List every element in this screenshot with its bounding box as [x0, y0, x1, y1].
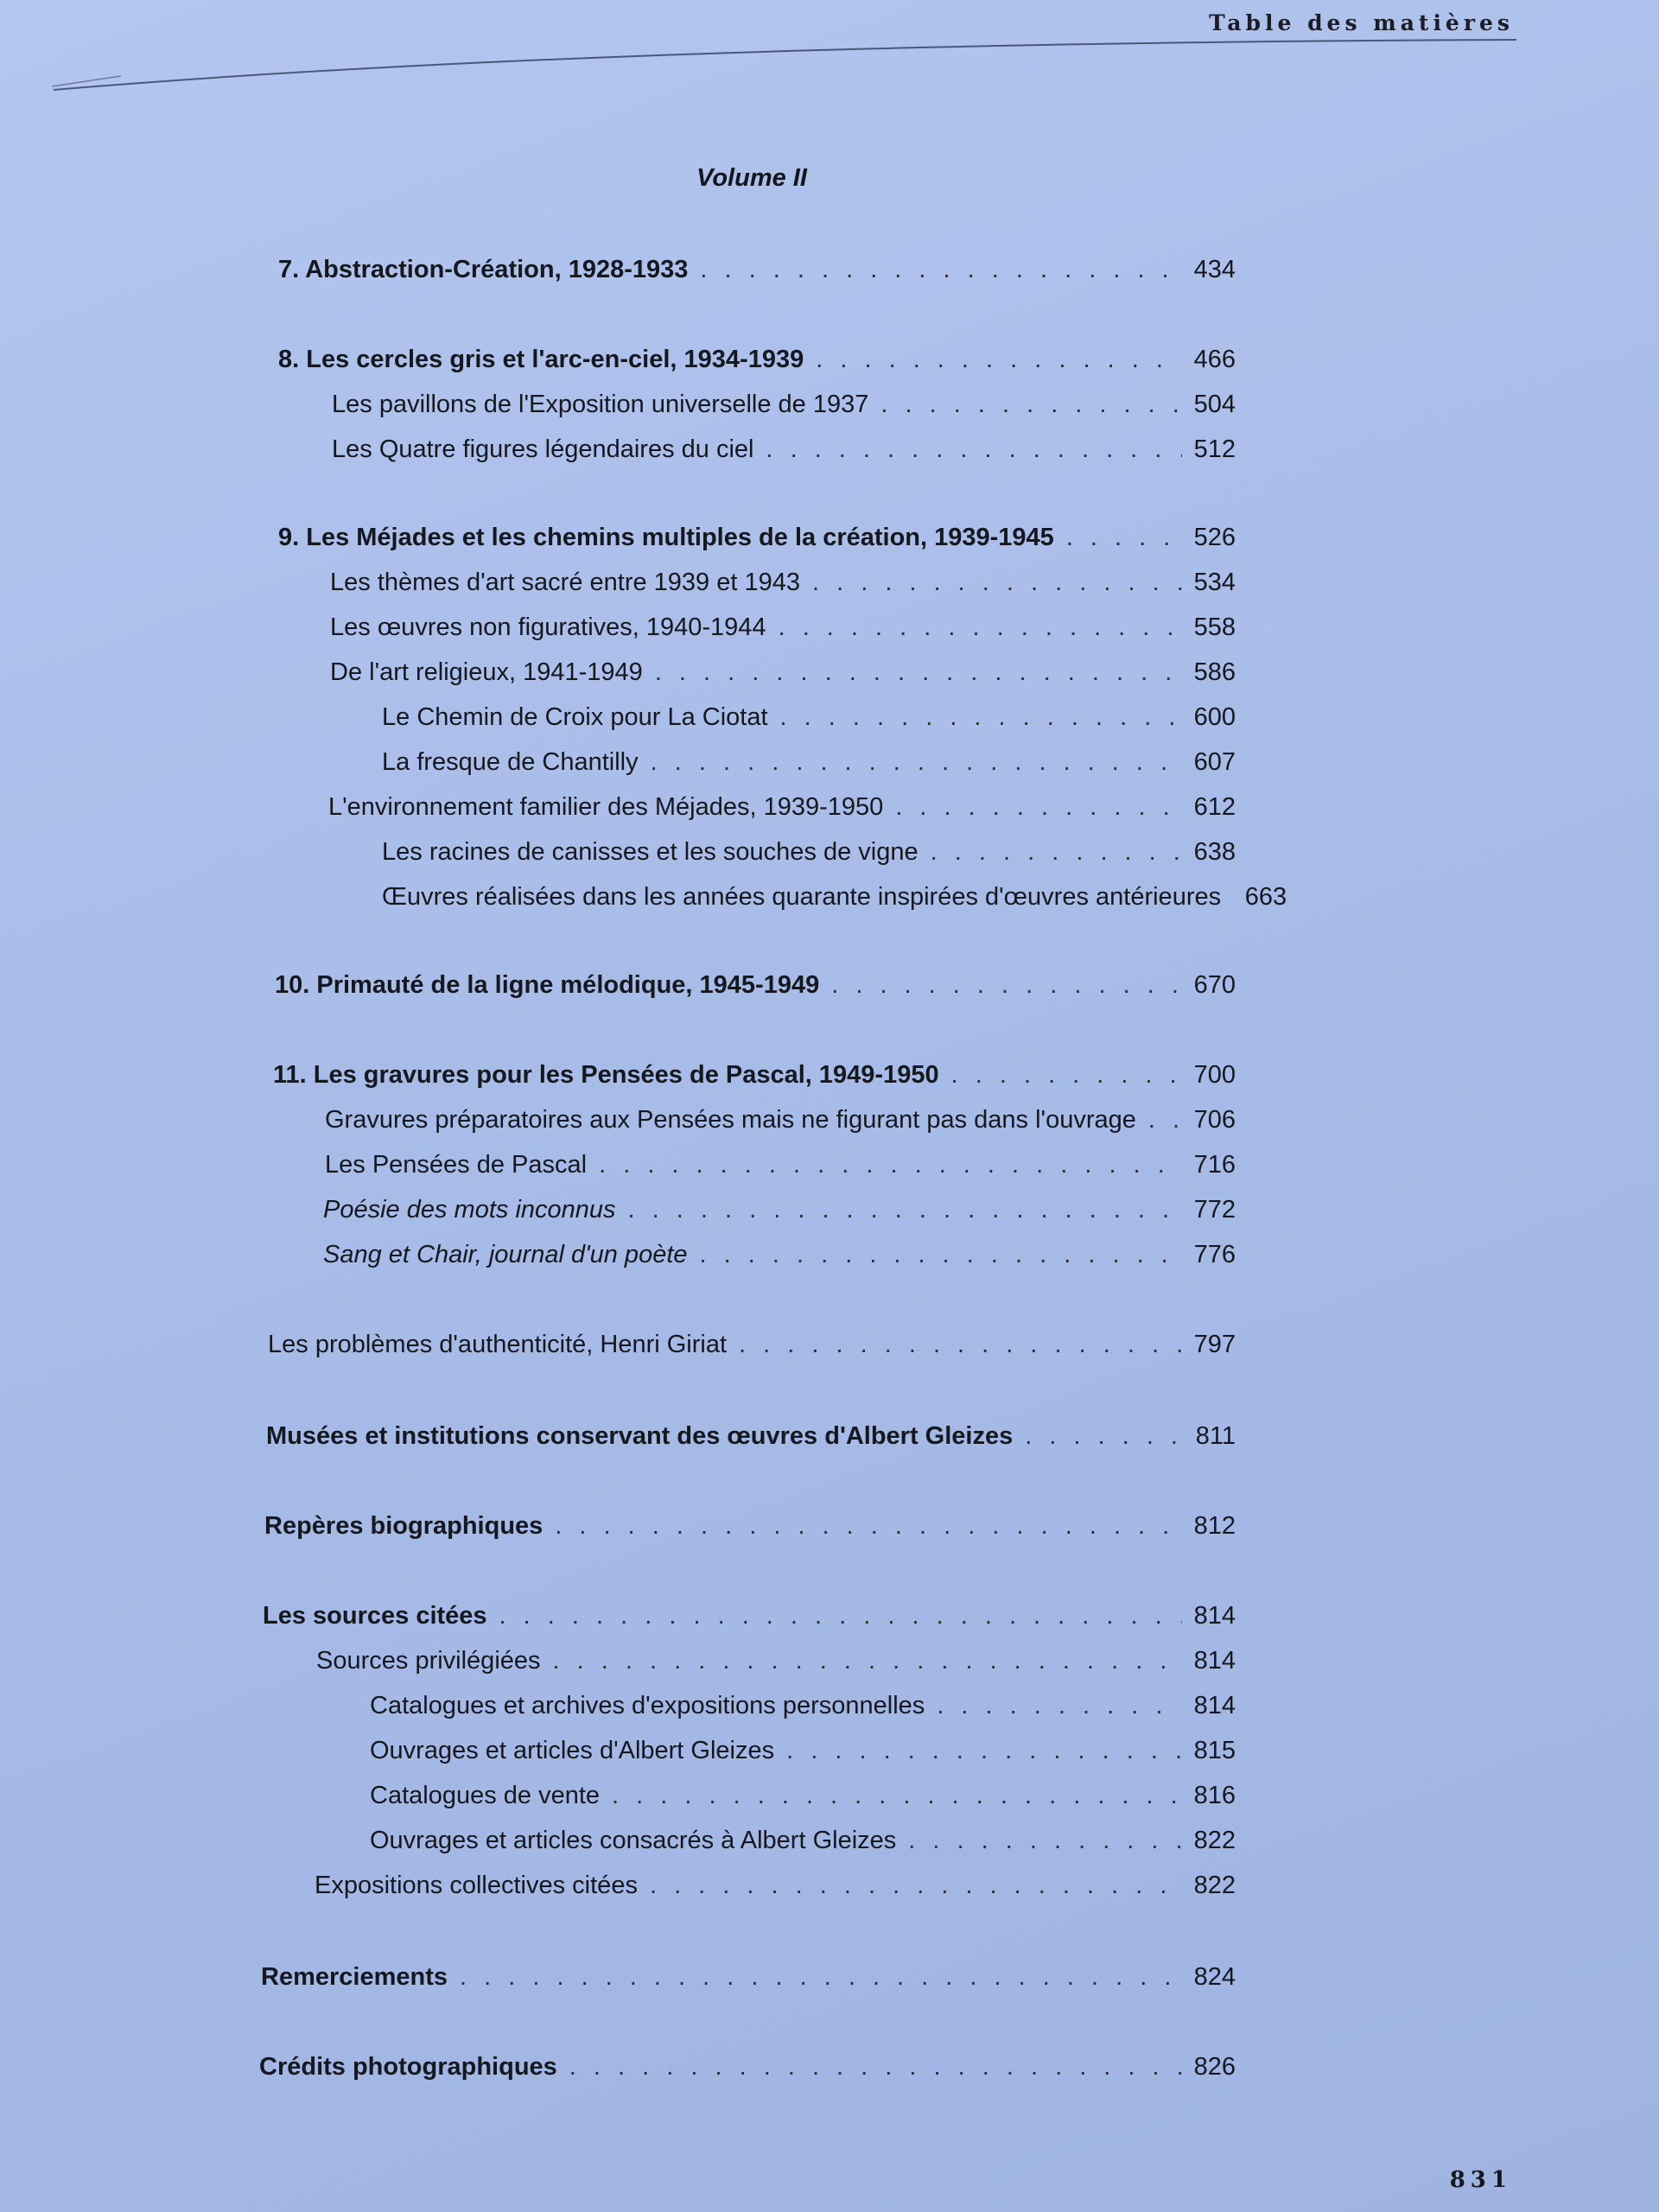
toc-entry[interactable]	[316, 1642, 1236, 1680]
leader-dots	[937, 1687, 1182, 1725]
toc-entry[interactable]	[315, 1866, 1236, 1904]
toc-entry-label: Les thèmes d'art sacré entre 1939 et 1943	[330, 569, 800, 596]
toc-entry[interactable]	[261, 1958, 1236, 1996]
toc-entry-page: 663	[1244, 883, 1287, 911]
toc-entry[interactable]	[332, 385, 1236, 423]
toc-entry-label: 8. Les cercles gris et l'arc-en-ciel, 1934-1939	[278, 346, 804, 373]
leader-dots	[780, 698, 1182, 736]
toc-entry-page: 638	[1193, 838, 1236, 866]
leader-dots	[599, 1146, 1182, 1184]
toc-entry[interactable]	[332, 430, 1236, 468]
leader-dots	[460, 1958, 1182, 1996]
toc-entry-page: 822	[1193, 1827, 1236, 1854]
toc-entry[interactable]	[266, 1417, 1236, 1455]
toc-entry[interactable]	[382, 878, 1287, 916]
toc-entry[interactable]	[275, 966, 1236, 1004]
toc-entry-label: Le Chemin de Croix pour La Ciotat	[382, 703, 768, 731]
toc-entry[interactable]	[328, 788, 1236, 826]
toc-entry[interactable]	[263, 1597, 1236, 1635]
toc-entry[interactable]	[325, 1101, 1236, 1139]
leader-dots	[766, 430, 1182, 468]
toc-entry[interactable]	[278, 340, 1236, 378]
toc-entry-page: 815	[1193, 1737, 1236, 1764]
leader-dots	[628, 1191, 1182, 1229]
toc-entry-page: 814	[1193, 1647, 1236, 1675]
toc-entry-label: Poésie des mots inconnus	[323, 1196, 616, 1224]
leader-dots	[651, 743, 1182, 781]
page-number: 831	[1449, 2167, 1512, 2193]
toc-entry-label: Remerciements	[261, 1963, 448, 1991]
toc-entry-page: 772	[1193, 1196, 1236, 1224]
leader-dots	[908, 1821, 1182, 1859]
toc-entry-label: Œuvres réalisées dans les années quarante inspirées d'œuvres antérieures	[382, 883, 1222, 911]
toc-entry-page: 466	[1193, 346, 1236, 373]
toc-entry[interactable]	[370, 1732, 1236, 1770]
leader-dots	[700, 1236, 1182, 1274]
toc-entry[interactable]	[382, 698, 1236, 736]
volume-title: Volume II	[696, 164, 807, 192]
toc-entry[interactable]	[323, 1191, 1236, 1229]
toc-entry[interactable]	[273, 1056, 1236, 1094]
toc-entry-label: 11. Les gravures pour les Pensées de Pascal, 1949-1950	[273, 1061, 939, 1089]
toc-entry-label: Gravures préparatoires aux Pensées mais ne figurant pas dans l'ouvrage	[325, 1106, 1136, 1134]
toc-entry[interactable]	[278, 518, 1236, 556]
toc-entry-page: 607	[1193, 748, 1236, 776]
toc-entry-label: Les Quatre figures légendaires du ciel	[332, 435, 754, 463]
toc-entry[interactable]	[330, 653, 1236, 691]
toc-entry-page: 512	[1193, 435, 1236, 463]
toc-entry-label: Les racines de canisses et les souches de vigne	[382, 838, 918, 866]
toc-entry-page: 716	[1193, 1151, 1236, 1179]
toc-entry-page: 822	[1193, 1872, 1236, 1899]
leader-dots	[816, 340, 1182, 378]
toc-entry-label: Expositions collectives citées	[315, 1872, 638, 1899]
leader-dots	[895, 788, 1182, 826]
toc-entry-label: Crédits photographiques	[259, 2053, 557, 2081]
toc-entry-label: Sources privilégiées	[316, 1647, 541, 1675]
leader-dots	[931, 833, 1182, 871]
leader-dots	[812, 563, 1182, 601]
leader-dots	[1148, 1101, 1182, 1139]
toc-entry[interactable]	[370, 1777, 1236, 1815]
toc-entry-page: 504	[1193, 391, 1236, 418]
toc-entry[interactable]	[330, 608, 1236, 646]
toc-entry-label: Ouvrages et articles d'Albert Gleizes	[370, 1737, 775, 1764]
toc-entry-page: 826	[1193, 2053, 1236, 2081]
toc-entry-label: Les sources citées	[263, 1602, 487, 1630]
running-head: Table des matières	[1209, 10, 1514, 35]
toc-entry-page: 812	[1193, 1512, 1236, 1540]
toc-entry-label: Les Pensées de Pascal	[325, 1151, 588, 1179]
leader-dots	[553, 1642, 1182, 1680]
toc-entry[interactable]	[370, 1821, 1236, 1859]
toc-entry-label: Sang et Chair, journal d'un poète	[323, 1241, 688, 1268]
leader-dots	[779, 608, 1182, 646]
toc-entry-page: 811	[1195, 1422, 1236, 1450]
toc-entry-page: 612	[1193, 793, 1236, 821]
leader-dots	[786, 1732, 1182, 1770]
leader-dots	[612, 1777, 1182, 1815]
toc-entry-page: 586	[1193, 658, 1236, 686]
toc-entry-label: 9. Les Méjades et les chemins multiples de la création, 1939-1945	[278, 524, 1054, 551]
toc-entry-page: 706	[1193, 1106, 1236, 1134]
toc-entry[interactable]	[323, 1236, 1236, 1274]
leader-dots	[951, 1056, 1182, 1094]
toc-entry-label: Musées et institutions conservant des œuvres d'Albert Gleizes	[266, 1422, 1014, 1450]
toc-entry[interactable]	[259, 2048, 1236, 2086]
toc-entry-label: De l'art religieux, 1941-1949	[330, 658, 643, 686]
toc-entry-page: 776	[1193, 1241, 1236, 1268]
toc-entry-label: Les pavillons de l'Exposition universelle de 1937	[332, 391, 869, 418]
toc-entry-page: 814	[1193, 1692, 1236, 1719]
toc-entry-page: 797	[1193, 1331, 1236, 1358]
toc-entry-label: Repères biographiques	[264, 1512, 543, 1540]
leader-dots	[555, 1507, 1182, 1545]
leader-dots	[1066, 518, 1182, 556]
leader-dots	[569, 2048, 1182, 2086]
toc-entry-label: Catalogues et archives d'expositions personnelles	[370, 1692, 925, 1719]
toc-entry-label: 7. Abstraction-Création, 1928-1933	[278, 256, 689, 283]
leader-dots	[880, 385, 1182, 423]
toc-entry-label: Catalogues de vente	[370, 1782, 601, 1809]
leader-dots	[650, 1866, 1182, 1904]
toc-entry[interactable]	[330, 563, 1236, 601]
leader-dots	[700, 251, 1182, 289]
toc-entry[interactable]	[382, 743, 1236, 781]
toc-entry-label: Les œuvres non figuratives, 1940-1944	[330, 613, 766, 641]
toc-entry-page: 600	[1193, 703, 1236, 731]
toc-entry-label: Les problèmes d'authenticité, Henri Giriat	[268, 1331, 728, 1358]
toc-entry-page: 824	[1193, 1963, 1236, 1991]
toc-entry-label: L'environnement familier des Méjades, 1939-1950	[328, 793, 884, 821]
leader-dots	[499, 1597, 1182, 1635]
toc-entry[interactable]	[278, 251, 1236, 289]
leader-dots	[739, 1325, 1182, 1363]
leader-dots	[655, 653, 1182, 691]
toc-entry[interactable]	[264, 1507, 1236, 1545]
toc-entry-page: 434	[1193, 256, 1236, 283]
toc-entry[interactable]	[370, 1687, 1236, 1725]
leader-dots	[831, 966, 1182, 1004]
toc-entry-page: 526	[1193, 524, 1236, 551]
toc-entry[interactable]	[268, 1325, 1236, 1363]
toc-entry-label: Ouvrages et articles consacrés à Albert Gleizes	[370, 1827, 897, 1854]
leader-dots	[1025, 1417, 1182, 1455]
toc-entry-page: 670	[1193, 971, 1236, 999]
toc-entry-page: 558	[1193, 613, 1236, 641]
toc-entry[interactable]	[325, 1146, 1236, 1184]
toc-entry-page: 814	[1193, 1602, 1236, 1630]
toc-entry-page: 534	[1193, 569, 1236, 596]
toc-entry-label: La fresque de Chantilly	[382, 748, 639, 776]
toc-entry[interactable]	[382, 833, 1236, 871]
toc-entry-page: 816	[1193, 1782, 1236, 1809]
toc-entry-page: 700	[1193, 1061, 1236, 1089]
toc-entry-label: 10. Primauté de la ligne mélodique, 1945-1949	[275, 971, 820, 999]
